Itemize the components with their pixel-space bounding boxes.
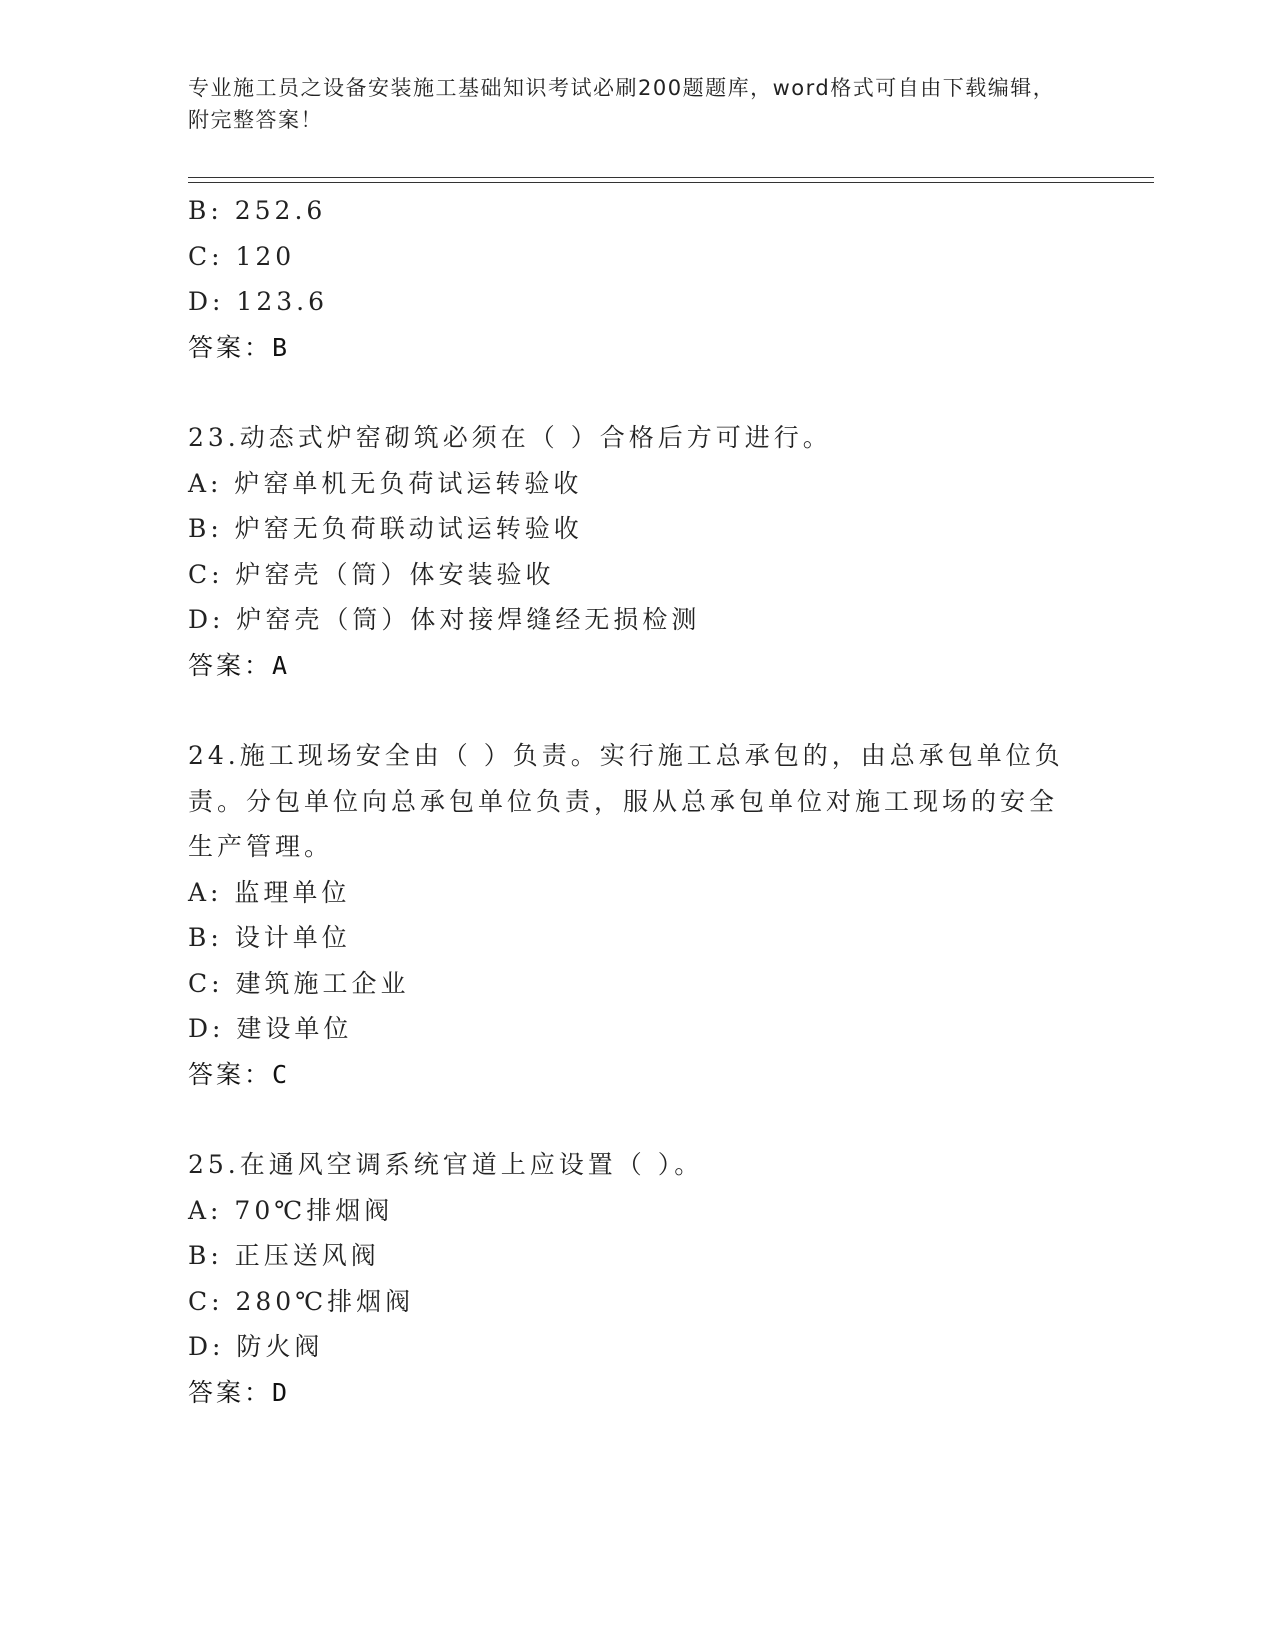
- answer-key: A: [272, 650, 291, 680]
- question-stem: 23.动态式炉窑砌筑必须在（ ）合格后方可进行。: [188, 423, 832, 452]
- option-d: D: 建设单位: [188, 1014, 353, 1043]
- option-a: A: 70℃排烟阀: [188, 1195, 394, 1225]
- answer-key: D: [272, 1377, 291, 1407]
- question-25: [188, 1142, 1088, 1415]
- answer-label: 答案：: [188, 332, 273, 362]
- document-body: [188, 188, 1088, 1415]
- answer-line: [188, 1052, 1088, 1098]
- question-24: [188, 733, 1088, 1097]
- answer-line: [188, 325, 1088, 371]
- option-c: C: 建筑施工企业: [188, 968, 410, 998]
- answer-line: [188, 1370, 1088, 1416]
- option-d: D: 防火阀: [188, 1332, 324, 1361]
- option-c: C: 炉窑壳（筒）体安装验收: [188, 559, 555, 589]
- document-header: 专业施工员之设备安装施工基础知识考试必刷200题题库，word格式可自由下载编辑，附完整答案！: [188, 76, 1056, 132]
- answer-key: C: [272, 1059, 291, 1089]
- answer-key: B: [272, 332, 291, 362]
- option-b: B: 252.6: [188, 196, 327, 225]
- option-b: B: 正压送风阀: [188, 1241, 380, 1270]
- option-a: A: 炉窑单机无负荷试运转验收: [188, 468, 583, 498]
- question-stem: 25.在通风空调系统官道上应设置（ ）。: [188, 1150, 704, 1179]
- option-c: C: 280℃排烟阀: [188, 1286, 415, 1316]
- option-c: C: 120: [188, 241, 296, 271]
- question-22-tail: [188, 188, 1088, 370]
- spacer: [188, 688, 1088, 733]
- spacer: [188, 370, 1088, 415]
- answer-label: 答案：: [188, 1377, 273, 1407]
- header-divider-bottom: [188, 182, 1154, 183]
- option-b: B: 设计单位: [188, 923, 351, 952]
- answer-label: 答案：: [188, 650, 273, 680]
- option-b: B: 炉窑无负荷联动试运转验收: [188, 514, 583, 543]
- question-stem: 24.施工现场安全由（ ）负责。实行施工总承包的，由总承包单位负责。分包单位向总承包单位负责，服从总承包单位对施工现场的安全生产管理。: [188, 741, 1064, 861]
- header-divider-top: [188, 177, 1154, 178]
- spacer: [188, 1097, 1088, 1142]
- option-a: A: 监理单位: [188, 877, 351, 907]
- answer-line: [188, 643, 1088, 689]
- option-d: D: 123.6: [188, 287, 328, 316]
- question-23: [188, 415, 1088, 688]
- option-d: D: 炉窑壳（筒）体对接焊缝经无损检测: [188, 605, 701, 634]
- answer-label: 答案：: [188, 1059, 273, 1089]
